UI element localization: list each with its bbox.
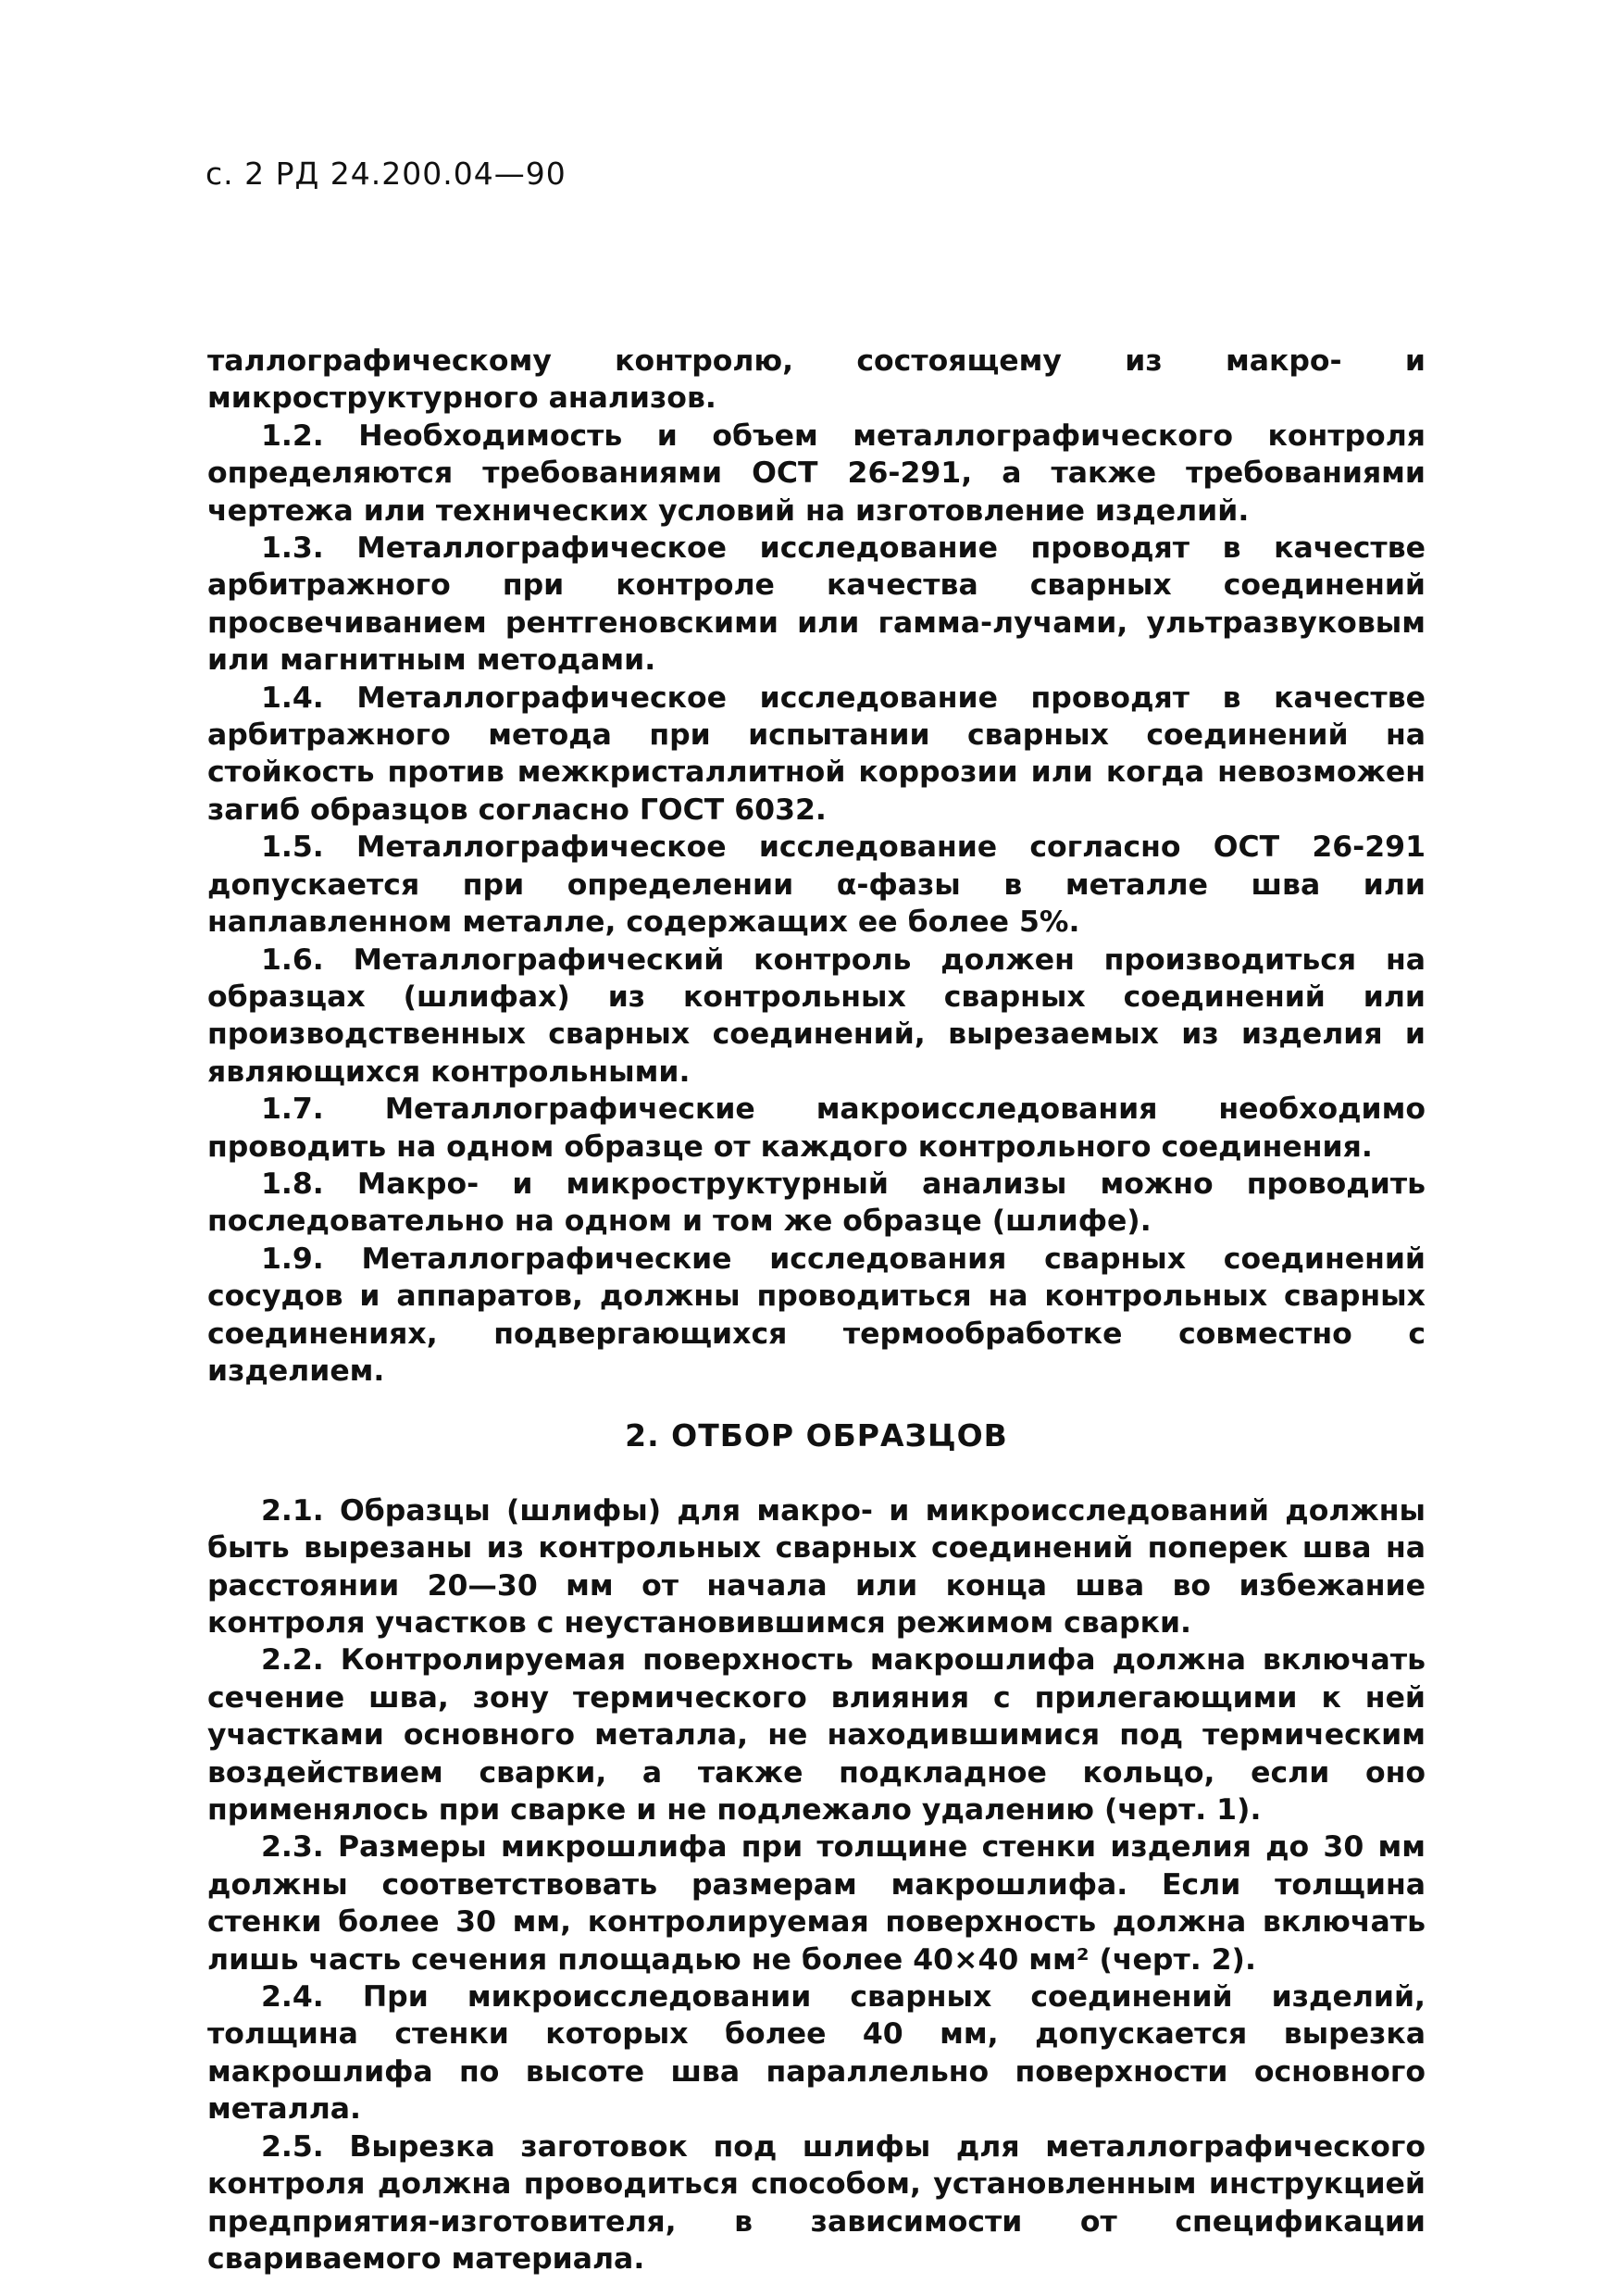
paragraph-1-2: 1.2. Необходимость и объем металлографического контроля определяются требованиями ОСТ 26-291, а также требованиями чертежа или технических условий на изготовление изделий.: [207, 418, 1426, 528]
document-body: [207, 343, 1426, 2277]
paragraph-2-4: 2.4. При микроисследовании сварных соединений изделий, толщина стенки которых более 40 мм, допускается вырезка макрошлифа по высоте шва параллельно поверхности основного металла.: [207, 1980, 1426, 2127]
paragraph-1-3: 1.3. Металлографическое исследование проводят в качестве арбитражного при контроле качества сварных соединений просвечиванием рентгеновскими или гамма-лучами, ультразвуковым или магнитным методами.: [207, 531, 1426, 678]
page-header: с. 2 РД 24.200.04—90: [205, 156, 567, 192]
paragraph-continuation: таллографическому контролю, состоящему из макро- и микроструктурного анализов.: [207, 344, 1426, 416]
paragraph-2-2: 2.2. Контролируемая поверхность макрошлифа должна включать сечение шва, зону термического влияния с прилегающими к ней участками основного металла, не находившимися под термическим воздействием сварки, а также подкладное кольцо, если оно применялось при сварке и не подлежало удалению (черт. 1).: [207, 1643, 1426, 1828]
paragraph-2-5: 2.5. Вырезка заготовок под шлифы для металлографического контроля должна проводиться способом, установленным инструкцией предприятия-изготовителя, в зависимости от спецификации свариваемого материала.: [207, 2129, 1426, 2276]
section-title: 2. ОТБОР ОБРАЗЦОВ: [625, 1417, 1008, 1454]
paragraph-1-8: 1.8. Макро- и микроструктурный анализы можно проводить последовательно на одном и том же образце (шлифе).: [207, 1167, 1426, 1239]
paragraph-1-4: 1.4. Металлографическое исследование проводят в качестве арбитражного метода при испытании сварных соединений на стойкость против межкристаллитной коррозии или когда невозможен загиб образцов согласно ГОСТ 6032.: [207, 680, 1426, 827]
paragraph-1-7: 1.7. Металлографические макроисследования необходимо проводить на одном образце от каждого контрольного соединения.: [207, 1092, 1426, 1164]
paragraph-1-5: 1.5. Металлографическое исследование согласно ОСТ 26-291 допускается при определении α-фазы в металле шва или наплавленном металле, содержащих ее более 5%.: [207, 830, 1426, 940]
paragraph-1-9: 1.9. Металлографические исследования сварных соединений сосудов и аппаратов, должны проводиться на контрольных сварных соединениях, подвергающихся термообработке совместно с изделием.: [207, 1242, 1426, 1388]
paragraph-2-3: 2.3. Размеры микрошлифа при толщине стенки изделия до 30 мм должны соответствовать размерам макрошлифа. Если толщина стенки более 30 мм, контролируемая поверхность должна включать лишь часть сечения площадью не более 40×40 мм² (черт. 2).: [207, 1830, 1426, 1977]
paragraph-1-6: 1.6. Металлографический контроль должен производиться на образцах (шлифах) из контрольных сварных соединений или производственных сварных соединений, вырезаемых из изделия и являющихся контрольными.: [207, 942, 1426, 1089]
paragraph-2-1: 2.1. Образцы (шлифы) для макро- и микроисследований должны быть вырезаны из контрольных сварных соединений поперек шва на расстоянии 20—30 мм от начала или конца шва во избежание контроля участков с неустановившимся режимом сварки.: [207, 1493, 1426, 1640]
